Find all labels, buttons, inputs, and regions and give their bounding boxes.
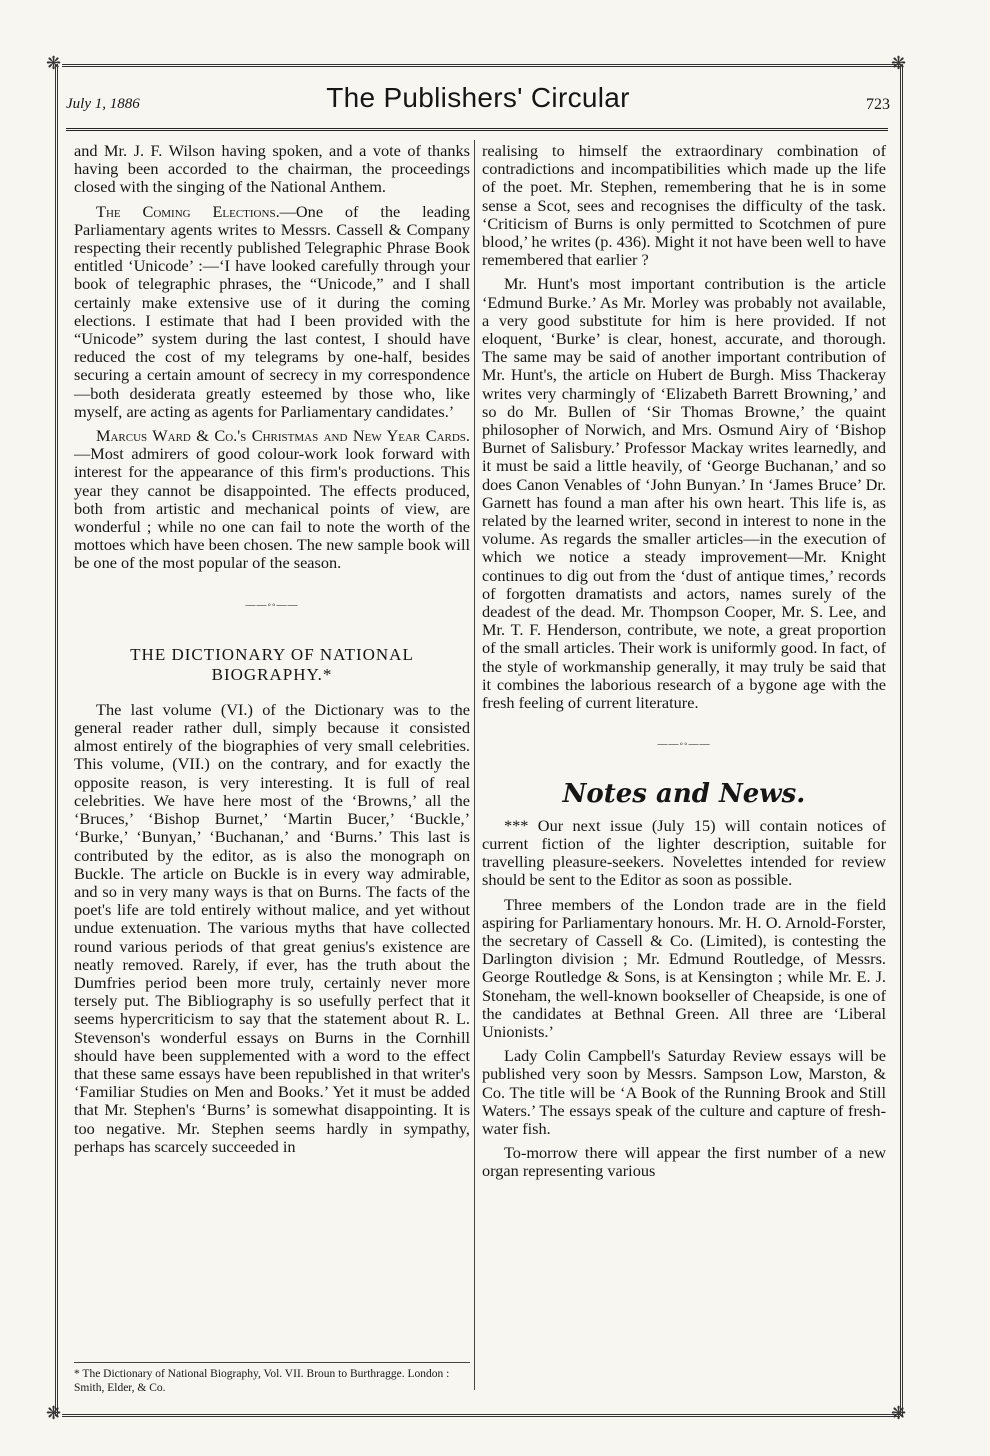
paragraph-body: —One of the leading Parliamentary agents writes to Messrs. Cassell & Company respecting their recently published Telegraphic Phrase Book entitled ‘Unicode’ :—‘I have looked carefully through your book of telegraphic phrases, the “Unicode,” and I shall certainly make extensive use of it during the coming elections. I estimate that had I been provided with the “Unicode” system during the last contest, I should have reduced the cost of my telegrams by one-half, besides securing a certain amount of secrecy in my correspondence—both desiderata greatly esteemed by those who, like myself, are acting as agents for Parliamentary candidates.’ [74,201,470,421]
corner-ornament-icon: ❋ [891,53,907,74]
header-rule [66,128,888,131]
section-heading-notes-and-news: Notes and News. [562,778,806,809]
paragraph-wilson: and Mr. J. F. Wilson having spoken, and a vote of thanks having been accorded to the chairman, the proceedings closed with the singing of the National Anthem. [74,141,470,197]
section-separator: ——◦◦—— [657,739,711,751]
publication-title: The Publishers' Circular [326,82,630,113]
paragraph-body: —Most admirers of good colour-work look forward with interest for the appearance of this firm's productions. This year they cannot be disappointed. The effects produced, both from artistic and mechanical points of view, are wonderful ; while no one can fail to note the worth of the mottoes which have been chosen. The new sample book will be one of the most popular of the season. [74,444,470,573]
issue-date: July 1, 1886 [66,96,140,112]
bottom-ornamental-border [62,1414,900,1417]
section-heading-dictionary: THE DICTIONARY OF NATIONAL BIOGRAPHY.* [130,644,414,684]
paragraph-coming-elections [74,203,470,421]
paragraph-hunt: Mr. Hunt's most important contribution is the article ‘Edmund Burke.’ As Mr. Morley was probably not available, a very good substitute for him is here provided. If not eloquent, ‘Burke’ is clear, honest, accurate, and thorough. The same may be said of another important contribution of Mr. Hunt's, the article on Hubert de Burgh. Miss Thackeray writes very charmingly of ‘Elizabeth Barrett Browning,’ and so do Mr. Bullen of ‘Sir Thomas Browne,’ the quaint philosopher of Norwich, and Mrs. Osmund Airy of ‘Bishop Burnet of Salisbury.’ Professor Mackay writes learnedly, and it must be said a little heavily, of ‘George Buchanan,’ and so does Canon Venables of ‘John Bunyan.’ In ‘James Bruce’ Dr. Garnett has found a man after his own heart. This life is, as related by the learned writer, second in interest to none in the volume. As regards the smaller articles—in the execution of which we notice a steady improvement—Mr. Knight continues to dig out from the ‘dust of antique times,’ records of forgotten dramatists and actors, names surely of the deadest of the dead. Mr. Thompson Cooper, Mr. S. Lee, and Mr. T. F. Henderson, contribute, we note, a great proportion of the small articles. Their work is uniformly good. In fact, of the style of workmanship generally, it may truly be said that it combines the laborious research of a bygone age with the fresh feeling of current literature. [482,274,886,713]
run-in-heading: The Coming Elections. [96,201,280,221]
left-ornamental-border [55,64,58,1416]
corner-ornament-icon: ❋ [891,1403,907,1424]
paragraph-marcus-ward [74,427,470,573]
paragraph-dictionary-review: The last volume (VI.) of the Dictionary was to the general reader rather dull, simply because it consisted almost entirely of the biographies of very small celebrities. This volume, (VII.) on the contrary, and for exactly the opposite reason, is very interesting. It is full of real celebrities. We have here most of the ‘Browns,’ all the ‘Bruces,’ ‘Bishop Burnet,’ ‘Martin Bucer,’ ‘Buckle,’ ‘Burke,’ ‘Bunyan,’ ‘Buchanan,’ and ‘Burns.’ This last is contributed by the editor, as is also the monograph on Buckle. The article on Buckle is in every way admirable, and so in very many ways is that on Burns. The facts of the poet's life are told entirely without malice, and yet without undue extenuation. The various myths that have collected round various periods of that great genius's existence are neatly removed. Rarely, if ever, has the truth about the Dumfries period been more truly, certainly never more tersely put. The Bibliography is so usefully perfect that it seems hypercriticism to say that the statement about R. L. Stevenson's wonderful essays on Burns in the Cornhill should have been supplemented with a word to the effect that these same essays have been republished in that writer's ‘Familiar Studies on Men and Books.’ Yet it must be added that Mr. Stephen's ‘Burns’ is somewhat disappointing. It is too negative. Mr. Stephen seems hardly in sympathy, perhaps has scarcely succeeded in [74,699,470,1156]
paragraph-lady-campbell: Lady Colin Campbell's Saturday Review essays will be published very soon by Messrs. Sampson Low, Marston, & Co. The title will be ‘A Book of the Running Brook and Still Waters.’ The essays speak of the culture and capture of fresh-water fish. [482,1046,886,1138]
paragraph-tomorrow: To-morrow there will appear the first number of a new organ representing various [482,1143,886,1181]
paragraph-london-trade: Three members of the London trade are in the field aspiring for Parliamentary honours. Mr. H. O. Arnold-Forster, the secretary of Cassell & Co. (Limited), is contesting the Darlington division ; Mr. Edmund Routledge, of Messrs. George Routledge & Sons, is at Kensington ; while Mr. E. J. Stoneham, the well-known bookseller of Cheapside, is one of the candidates at Bethnal Green. All three are ‘Liberal Unionists.’ [482,894,886,1041]
column-divider [474,140,475,1390]
run-in-heading: Marcus Ward & Co.'s Christmas and New Year Cards. [96,426,470,446]
corner-ornament-icon: ❋ [46,53,62,74]
page-number: 723 [866,96,890,113]
right-column [482,142,886,1181]
footnote: * The Dictionary of National Biography, Vol. VII. Broun to Burthragge. London : Smith, Elder, & Co. [74,1362,470,1395]
paragraph-realising: realising to himself the extraordinary combination of contradictions and incompatibilities which made up the life of the poet. Mr. Stephen, remembering that he is in some sense a Scot, sees and recognises the difficulty of the task. ‘Criticism of Burns is only permitted to Scotchmen of pure blood,’ he writes (p. 436). Might it not have been well to have remembered that earlier ? [482,141,886,270]
page-header [66,78,890,122]
right-ornamental-border [900,64,903,1416]
corner-ornament-icon: ❋ [46,1403,62,1424]
paragraph-next-issue: *** Our next issue (July 15) will contain notices of current fiction of the lighter description, suitable for travelling pleasure-seekers. Novelettes intended for review should be sent to the Editor as soon as possible. [482,815,886,890]
left-column [74,142,470,1156]
section-separator: ——◦◦—— [245,599,299,611]
top-ornamental-border [62,64,900,67]
